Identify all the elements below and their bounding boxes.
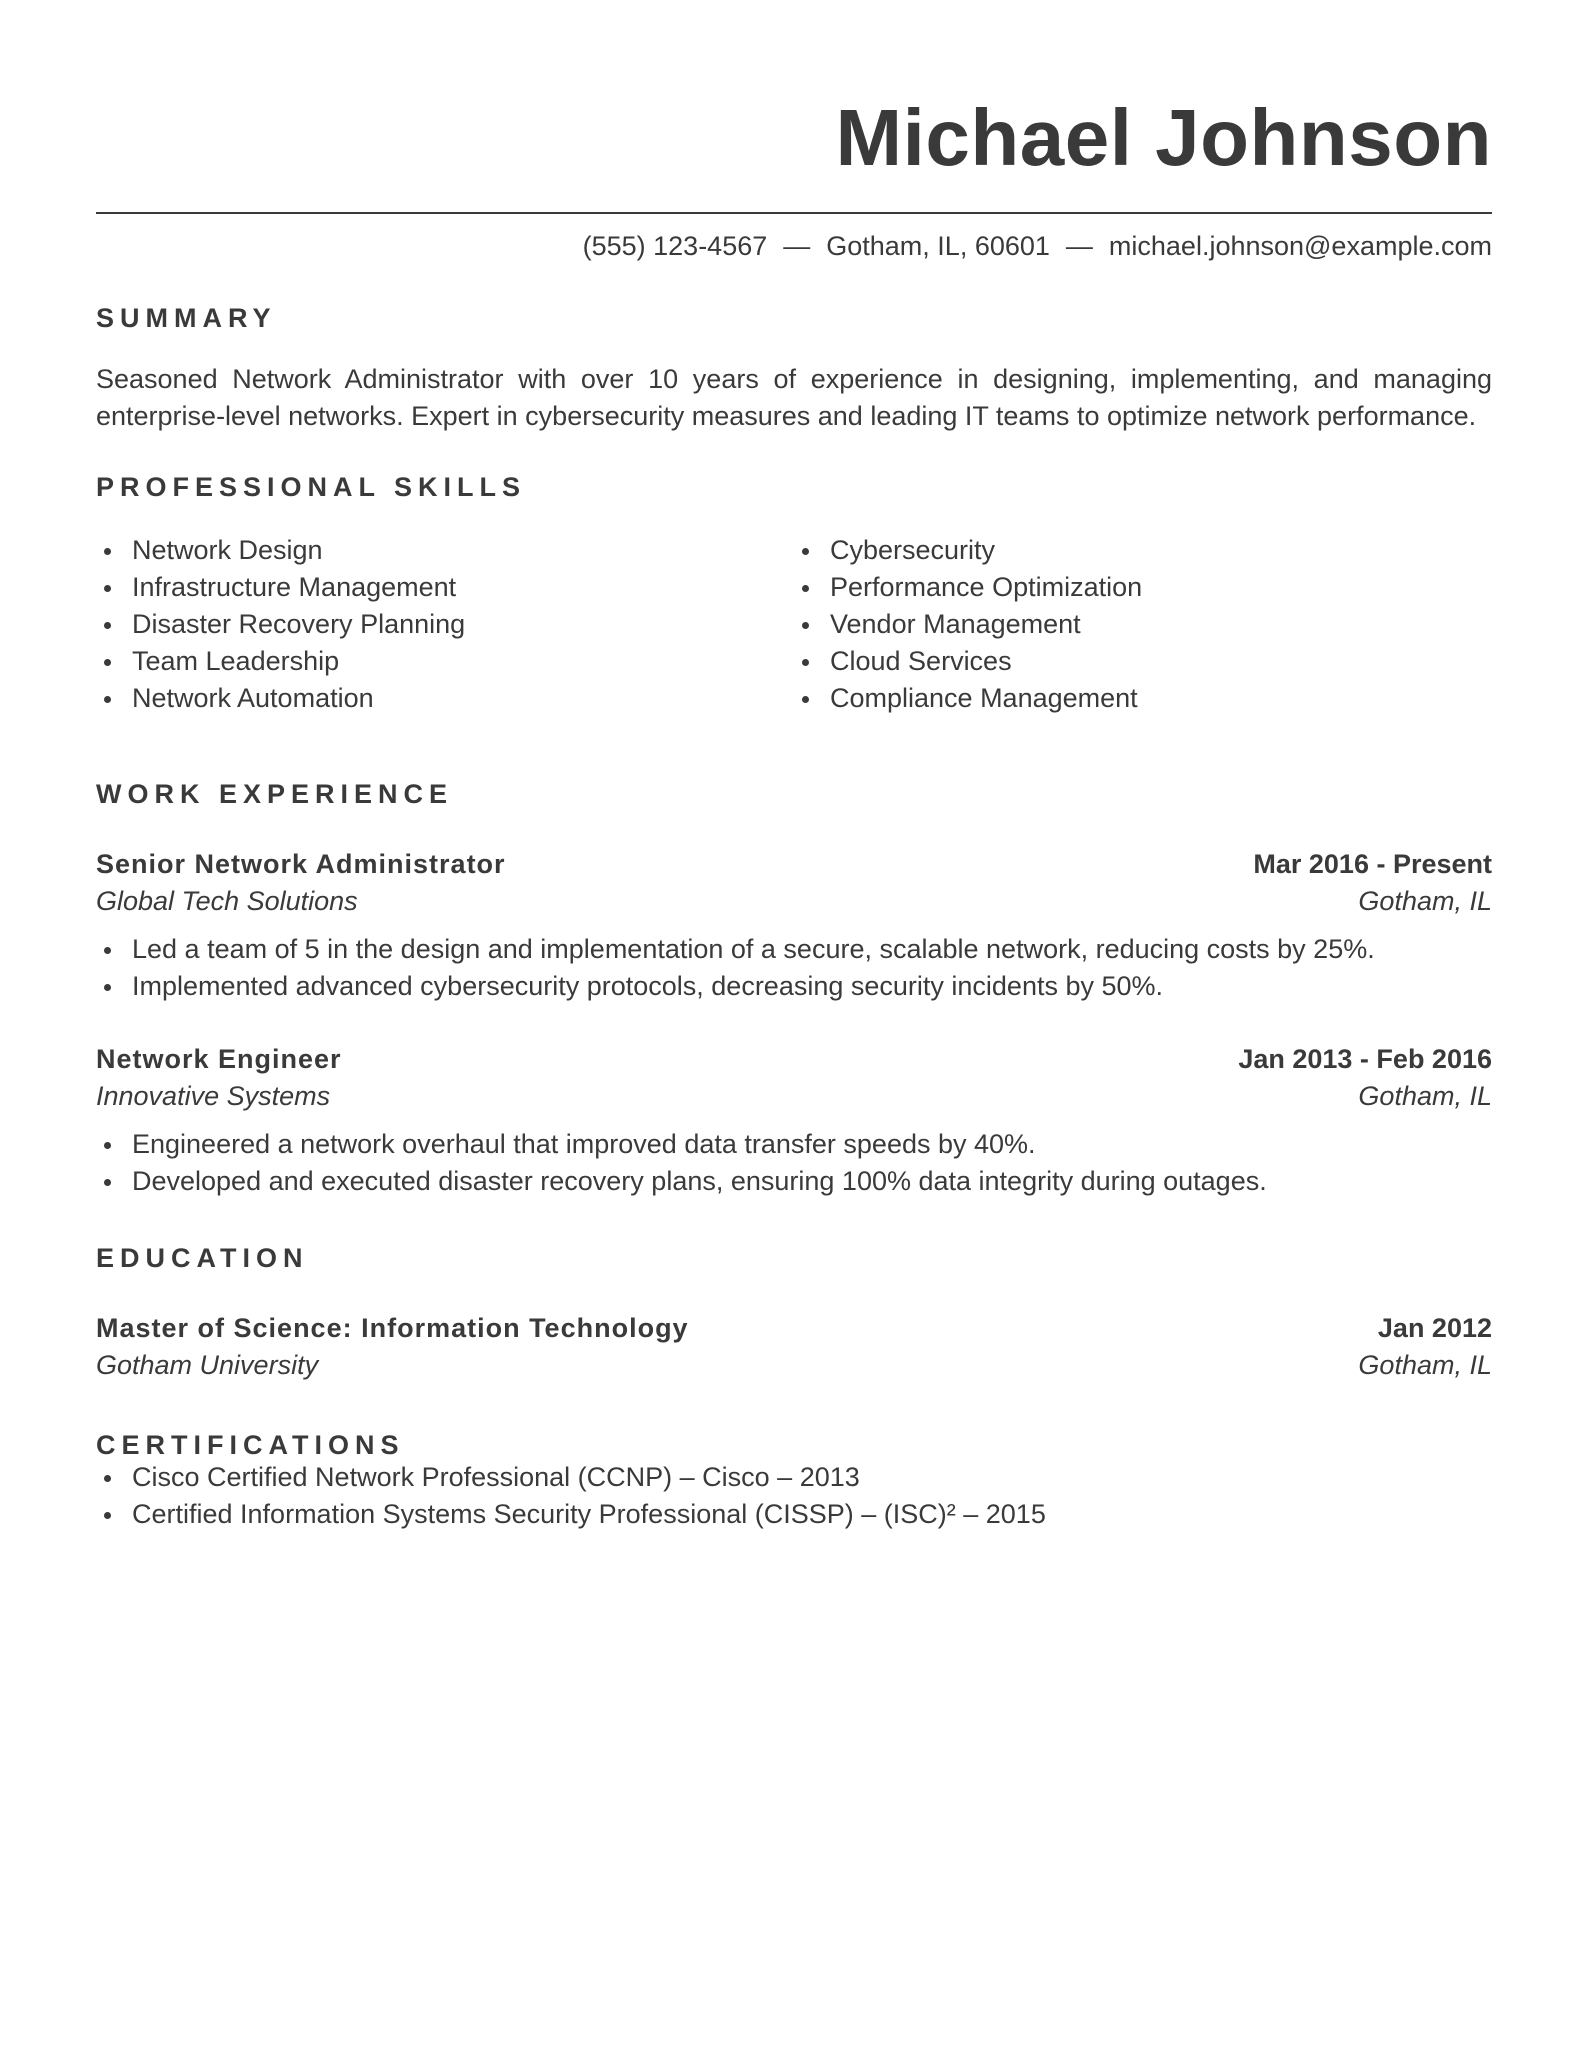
skill-item: Performance Optimization [794, 569, 1492, 606]
summary-heading: SUMMARY [96, 303, 277, 334]
job-entry [96, 1041, 1492, 1200]
job-location: Gotham, IL [1358, 1081, 1492, 1112]
education-entry [96, 1310, 1492, 1384]
job-dates: Mar 2016 - Present [1253, 849, 1492, 880]
job-entry [96, 846, 1492, 1005]
job-bullet: Implemented advanced cybersecurity protocols, decreasing security incidents by 50%. [96, 968, 1492, 1005]
skill-item: Vendor Management [794, 606, 1492, 643]
job-company: Global Tech Solutions [96, 886, 358, 917]
header-divider [96, 212, 1492, 214]
degree-date: Jan 2012 [1377, 1313, 1492, 1344]
job-location: Gotham, IL [1358, 886, 1492, 917]
job-title: Senior Network Administrator [96, 849, 506, 880]
job-bullets [96, 931, 1492, 1005]
certifications-heading: CERTIFICATIONS [96, 1430, 405, 1461]
contact-line [96, 230, 1492, 262]
summary-text: Seasoned Network Administrator with over 10 years of experience in designing, implementing, and managing enterprise-level networks. Expert in cybersecurity measures and leading IT teams to optimize network performance. [96, 364, 1492, 432]
contact-location: Gotham, IL, 60601 [826, 231, 1050, 261]
certification-item: Certified Information Systems Security Professional (CISSP) – (ISC)² – 2015 [96, 1496, 1492, 1533]
contact-phone: (555) 123-4567 [582, 231, 768, 261]
skill-item: Cybersecurity [794, 532, 1492, 569]
skill-item: Cloud Services [794, 643, 1492, 680]
skill-item: Infrastructure Management [96, 569, 794, 606]
job-title: Network Engineer [96, 1044, 342, 1075]
skill-item: Team Leadership [96, 643, 794, 680]
school-name: Gotham University [96, 1350, 319, 1381]
work-heading: WORK EXPERIENCE [96, 779, 454, 810]
skill-item: Disaster Recovery Planning [96, 606, 794, 643]
education-heading: EDUCATION [96, 1243, 309, 1274]
skill-item: Network Automation [96, 680, 794, 717]
skills-heading: PROFESSIONAL SKILLS [96, 472, 527, 503]
job-bullet: Engineered a network overhaul that improved data transfer speeds by 40%. [96, 1126, 1492, 1163]
job-company: Innovative Systems [96, 1081, 331, 1112]
certification-item: Cisco Certified Network Professional (CCNP) – Cisco – 2013 [96, 1459, 1492, 1496]
job-bullet: Led a team of 5 in the design and implementation of a secure, scalable network, reducing costs by 25%. [96, 931, 1492, 968]
degree-title: Master of Science: Information Technology [96, 1313, 689, 1344]
skill-item: Compliance Management [794, 680, 1492, 717]
skill-item: Network Design [96, 532, 794, 569]
certifications-list [96, 1459, 1492, 1533]
job-bullets [96, 1126, 1492, 1200]
contact-separator: — [783, 231, 811, 261]
contact-email: michael.johnson@example.com [1108, 231, 1492, 261]
skills-right-column [794, 532, 1492, 717]
contact-separator: — [1065, 231, 1093, 261]
skills-grid [96, 532, 1492, 717]
school-location: Gotham, IL [1358, 1350, 1492, 1381]
candidate-name: Michael Johnson [835, 93, 1492, 182]
skills-left-column [96, 532, 794, 717]
job-dates: Jan 2013 - Feb 2016 [1238, 1044, 1492, 1075]
job-bullet: Developed and executed disaster recovery plans, ensuring 100% data integrity during outages. [96, 1163, 1492, 1200]
